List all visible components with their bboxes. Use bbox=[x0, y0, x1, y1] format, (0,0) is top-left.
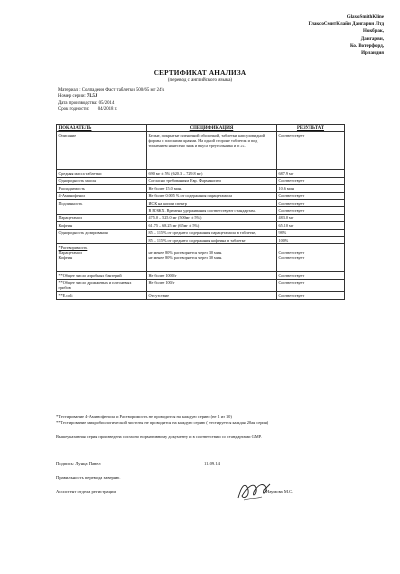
company-block bbox=[254, 14, 384, 57]
table-row bbox=[57, 222, 345, 229]
row-result: 687.9 мг bbox=[277, 170, 345, 177]
signature-block bbox=[56, 461, 356, 503]
table-row bbox=[57, 199, 345, 206]
row-param-title: *Растворимость bbox=[58, 244, 88, 250]
row-result: Соответствует bbox=[277, 192, 345, 199]
row-param: **Общее число аэробных бактерий bbox=[57, 272, 147, 279]
header-specification: СПЕЦИФИКАЦИЯ bbox=[147, 125, 277, 132]
row-spec: ИСК на копии спектр bbox=[147, 199, 277, 206]
row-param: Средняя масса таблетки bbox=[57, 170, 147, 177]
handwritten-signature bbox=[234, 478, 274, 504]
meta-label: Номер серии: bbox=[58, 94, 86, 100]
row-spec-line: не менее 80% растворяется через 30 мин. bbox=[148, 255, 223, 261]
document-subtitle: (перевод с английского языка) bbox=[167, 78, 233, 83]
row-param: Однородность дозирования bbox=[57, 229, 147, 244]
row-result: Соответствует bbox=[277, 177, 345, 184]
table-header-row bbox=[57, 125, 345, 132]
row-param: **Общее число дрожжевых и плесневых грибов bbox=[57, 279, 147, 292]
row-spec: Не более 1000/г bbox=[147, 272, 277, 279]
company-line: Ко. Вотерфорд, bbox=[349, 43, 384, 49]
row-result: Соответствует bbox=[277, 207, 345, 214]
row-result: 98% bbox=[277, 229, 345, 236]
company-line: GlaxoSmithKline bbox=[346, 15, 384, 20]
meta-label: Срок годности: bbox=[58, 107, 90, 113]
row-result: 10.6 мин bbox=[277, 185, 345, 192]
row-result: Соответствует bbox=[277, 272, 345, 279]
translation-note: Правильность перевода заверяю. bbox=[56, 475, 121, 480]
row-result: Соответствует bbox=[277, 279, 345, 292]
row-spec: 85 – 115% от среднего содержания кофеина в таблетке bbox=[147, 236, 277, 243]
row-spec: Не более 15.0 мин. bbox=[147, 185, 277, 192]
row-param bbox=[57, 244, 147, 272]
table-row bbox=[57, 132, 345, 170]
table-row bbox=[57, 185, 345, 192]
row-result-line: Соответствует bbox=[278, 255, 305, 261]
table-row bbox=[57, 214, 345, 221]
row-spec: 85 – 115% от среднего содержания парацетамола в таблетке, bbox=[147, 229, 277, 236]
row-spec: Белые, покрытые пленочной оболочкой, таблетки капсуловидной формы с плоскими краями. На одной стороне таблеток и под тиснением нанесено знак и вкуса треугольника и п «». bbox=[147, 132, 277, 170]
footnote: **Тестирование микробиологической чистоты не проводится на каждую серию ( тестируется каждая 20ая серия) bbox=[56, 419, 269, 425]
row-param: Подлинность bbox=[57, 199, 147, 214]
company-line: ГлаксоСмитКлайн Дангарвн Лтд bbox=[308, 22, 384, 28]
meta-value: 7L5J bbox=[86, 94, 98, 100]
header-result: РЕЗУЛЬТАТ bbox=[277, 125, 345, 132]
table-row bbox=[57, 244, 345, 272]
row-param-sub: Кофеин bbox=[58, 255, 73, 261]
table-row bbox=[57, 177, 345, 184]
row-result-line: Соответствует bbox=[278, 250, 305, 256]
table-row bbox=[57, 272, 345, 279]
row-param: 4-Аминофенол bbox=[57, 192, 147, 199]
footnote: *Тестирование 4-Аминофенола и Растворимость не проводится на каждую серию (не 1 из 10) bbox=[56, 414, 232, 419]
spec-table bbox=[56, 124, 345, 300]
company-line: Нокбрак, bbox=[362, 29, 384, 35]
signed-by: Подпись: Лунца Павел bbox=[56, 461, 101, 466]
meta-value: 05/2014 bbox=[98, 100, 115, 106]
document-title: СЕРТИФИКАТ АНАЛИЗА bbox=[153, 69, 247, 77]
row-spec: Отсутствие bbox=[147, 292, 277, 299]
footnotes bbox=[56, 414, 356, 425]
row-spec: Согласно требованиям Евр. Фармакопеи bbox=[147, 177, 277, 184]
company-line: Дангарвн, bbox=[360, 36, 384, 42]
assistant-name: Наумова М.С. bbox=[266, 489, 294, 494]
row-spec: 61.75 – 68.25 мг (65мг ± 5%) bbox=[147, 222, 277, 229]
row-spec-line: не менее 80% растворяется через 30 мин. bbox=[148, 250, 223, 256]
assistant-title: Ассистент отдела регистрации bbox=[56, 489, 116, 494]
row-spec: Не более 0.005 % от содержания парацетамола bbox=[147, 192, 277, 199]
meta-label: Дата производства: bbox=[58, 100, 98, 106]
row-param: Однородность массы bbox=[57, 177, 147, 184]
table-row bbox=[57, 279, 345, 292]
row-result bbox=[277, 244, 345, 272]
row-spec: 690 мг ± 5% (620.3 – 729.8 мг) bbox=[147, 170, 277, 177]
sign-date: 11.09.14 bbox=[204, 461, 220, 466]
row-result: 483.0 мг bbox=[277, 214, 345, 221]
row-param-sub: Парацетамол bbox=[58, 250, 82, 256]
row-spec: В ВЭЖХ. Времена удерживания соответствуют стандартам. bbox=[147, 207, 277, 214]
conclusion: Вышеуказанная серия произведена согласно нормативному документу и в соответствии со стандартами GMP. bbox=[56, 434, 262, 439]
meta-block bbox=[58, 88, 164, 114]
table-row bbox=[57, 229, 345, 236]
row-spec bbox=[147, 244, 277, 272]
row-param: Парацетамол bbox=[57, 214, 147, 221]
meta-value: Солпадеин Фаст таблетки 500/65 мг 24's bbox=[81, 88, 165, 93]
table-row bbox=[57, 170, 345, 177]
row-result: Соответствует bbox=[277, 132, 345, 170]
meta-expiry bbox=[58, 107, 164, 113]
row-param: Распадаемость bbox=[57, 185, 147, 192]
table-row bbox=[57, 292, 345, 299]
company-line: Ирландия bbox=[361, 51, 384, 57]
row-result: 65.10 мг bbox=[277, 222, 345, 229]
row-spec: Не более 100/г bbox=[147, 279, 277, 292]
table-row bbox=[57, 192, 345, 199]
meta-value: 04/2018 г. bbox=[97, 107, 118, 113]
row-result: Соответствует bbox=[277, 292, 345, 299]
row-result: Соответствует bbox=[277, 199, 345, 206]
meta-label: Материал : bbox=[58, 88, 81, 93]
row-spec: 475.0 – 525.0 мг (500мг ± 5%) bbox=[147, 214, 277, 221]
row-param: Кофеин bbox=[57, 222, 147, 229]
row-param: Описание bbox=[57, 132, 147, 170]
header-parameter: ПОКАЗАТЕЛЬ bbox=[57, 125, 147, 132]
row-param: **E.coli bbox=[57, 292, 147, 299]
row-result: 100% bbox=[277, 236, 345, 243]
